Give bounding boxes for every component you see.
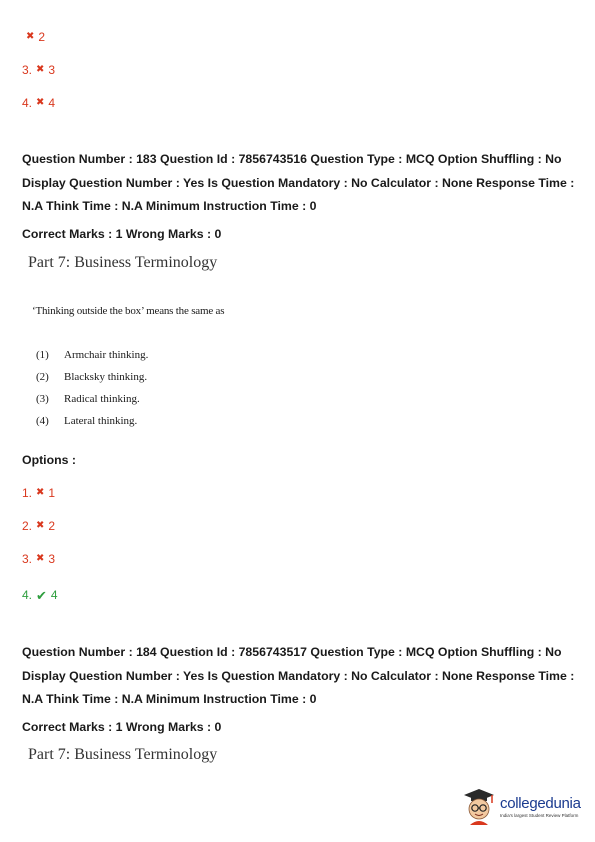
choice-2 [36, 371, 147, 383]
option-2 [22, 519, 55, 533]
option-value: 4 [50, 588, 58, 602]
prev-option-3 [22, 63, 55, 77]
prefix: 1. [22, 486, 33, 500]
question-183-text: ‘Thinking outside the box’ means the same as [32, 305, 225, 317]
choice-4 [36, 415, 137, 427]
option-value: 3 [48, 63, 56, 77]
option-value: 1 [48, 486, 56, 500]
choice-number: (1) [36, 349, 49, 361]
choice-number: (2) [36, 371, 49, 383]
prev-option-4 [22, 96, 55, 110]
logo-name: collegedunia [500, 794, 581, 812]
cross-icon: ✖ [36, 97, 45, 108]
prefix: 3. [22, 63, 33, 77]
option-value: 3 [48, 552, 56, 566]
check-icon: ✔ [36, 587, 47, 603]
prefix: 3. [22, 552, 33, 566]
choice-number: (4) [36, 415, 49, 427]
cross-icon: ✖ [36, 553, 45, 564]
cross-icon: ✖ [36, 64, 45, 75]
question-183-marks: Correct Marks : 1 Wrong Marks : 0 [22, 227, 222, 241]
question-184-section: Part 7: Business Terminology [28, 746, 218, 763]
prefix: 2. [22, 519, 33, 533]
prefix: 4. [22, 96, 33, 110]
choice-1 [36, 349, 148, 361]
logo-tagline: India's largest Student Review Platform [500, 812, 579, 818]
option-3 [22, 552, 55, 566]
choice-3 [36, 393, 140, 405]
mascot-icon [462, 787, 496, 825]
question-183-meta: Question Number : 183 Question Id : 7856743516 Question Type : MCQ Option Shuffling : No Display Question Number : Yes Is Question Mandatory : No Calculator : None Response Time : N.A Think Time : N.A Minimum Instruction Time : 0 [22, 152, 575, 213]
option-value: 2 [38, 30, 46, 44]
cross-icon: ✖ [26, 31, 35, 42]
question-183-section: Part 7: Business Terminology [28, 254, 218, 271]
question-184-meta: Question Number : 184 Question Id : 7856743517 Question Type : MCQ Option Shuffling : No Display Question Number : Yes Is Question Mandatory : No Calculator : None Response Time : N.A Think Time : N.A Minimum Instruction Time : 0 [22, 645, 575, 706]
cross-icon: ✖ [36, 487, 45, 498]
option-value: 4 [48, 96, 56, 110]
choice-text: Armchair thinking. [64, 349, 149, 361]
option-4 [22, 588, 58, 602]
options-label: Options : [22, 453, 76, 467]
prefix: 4. [22, 588, 33, 602]
collegedunia-logo [462, 787, 581, 825]
prev-option-2 [22, 30, 45, 44]
cross-icon: ✖ [36, 520, 45, 531]
choice-text: Radical thinking. [64, 393, 140, 405]
option-value: 2 [48, 519, 56, 533]
choice-text: Blacksky thinking. [64, 371, 148, 383]
choice-number: (3) [36, 393, 49, 405]
question-184-marks: Correct Marks : 1 Wrong Marks : 0 [22, 720, 222, 734]
choice-text: Lateral thinking. [64, 415, 138, 427]
option-1 [22, 486, 55, 500]
